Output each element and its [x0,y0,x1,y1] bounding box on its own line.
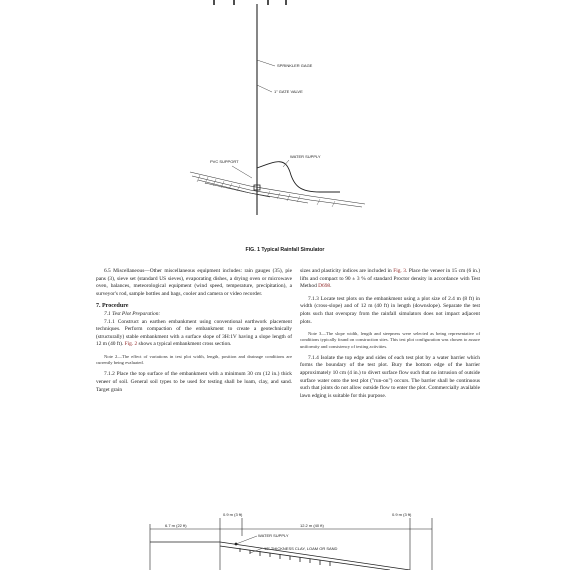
sprinkler-label: SPRINKLER GAGE [277,63,313,68]
miscellaneous-paragraph: 6.5 Miscellaneous—Other miscellaneous equipment includes: rain gauges (35), pie pans (3), sieve set (standard US sieves), evaporating dishes, a drying oven or microwave oven, balances, meteorological equipment (wind speed, temperature, precipitation), a surveyor's rod, sample bottles and bags, cooler and camera or video recorder. [96,268,292,297]
paragraph-7-1-1-text-a: 7.1.1 Construct an earthen embankment using conventional earthwork placement techniques. Perform compaction of the embankment to create a geotechnically (structurally) stable embankment with a surface slope of 3H:1V having a slope length of 12 m (40 ft). [96,318,292,348]
water-supply-hose [257,162,340,192]
fig3-link[interactable]: Fig. 3 [393,268,406,274]
pvc-support-label: PVC SUPPORT [210,159,239,164]
ground-surface [190,172,365,207]
note-2: Note 2—The effect of variations in test plot width, length, position and drainage conditions are currently being evaluated. [96,353,292,366]
paragraph-7-1-1 [96,319,292,349]
paragraph-grain-sizes [300,268,480,291]
paragraph-7-1-1-text-b: shows a typical embankment cross section. [137,341,232,348]
rainfall-simulator-figure [150,0,410,262]
dim-right-label: 0.9 m (3 ft) [392,512,412,517]
right-column [300,268,480,400]
paragraph-7-1-4: 7.1.4 Isolate the top edge and sides of each test plot by a water barrier which forms the boundary of the test plot. Bury the bottom edge of the barrier approximately 10 cm (4 in.) to divert surface flow such that no intrusion of outside surface water onto the test plot ("run-on") occurs. The barrier shall be continuous such that joints do not allow outside flow to enter the plot. Commercially available lawn edging is suitable for this purpose. [300,354,480,399]
thickness-label: 12" THICKNESS CLAY, LOAM OR SAND [264,546,338,551]
paragraph-7-1-3: 7.1.3 Locate test plots on the embankment using a plot size of 2.4 m (8 ft) in width (cross-slope) and of 12 m (40 ft) in length (downslope). Separate the test plots such that overspray from the rainfall simulators does not impact adjacent plots. [300,295,480,325]
note-3: Note 3—The slope width, length and steepness were selected as being representative of conditions typically found on construction sites. This test plot configuration was chosen to assure uniformity and consistency of testing activities. [300,331,480,349]
top-marks [214,0,286,5]
water-supply-label: WATER SUPPLY [290,154,321,159]
valve-label: 1" GATE VALVE [274,89,303,94]
grain-sizes-text-c: . [330,283,332,290]
left-column [96,268,292,394]
section-heading-procedure: 7. Procedure [96,303,129,310]
dim-mid-label: 12.2 m (40 ft) [300,523,324,528]
dim-left-label: 6.7 m (22 ft) [165,523,187,528]
dim-top-label: 0.9 m (3 ft) [223,512,243,517]
water-supply-label-fig2: WATER SUPPLY [258,533,289,538]
embankment-cross-section-figure [140,506,440,570]
subsection-test-plot: 7.1 Test Plot Preparation: [104,310,161,317]
fig2-link[interactable]: Fig. 2 [124,341,138,348]
grain-sizes-text-b: . Place the veneer in 15 cm (6 in.) lifts and compact to 90 ± 3 % of standard Proctor density in accordance with Test Method [300,268,480,290]
grain-sizes-text-a: sizes and plasticity indices are included in [300,268,394,274]
figure1-caption: FIG. 1 Typical Rainfall Simulator [245,247,325,253]
paragraph-7-1-2: 7.1.2 Place the top surface of the embankment with a minimum 30 cm (12 in.) thick veneer of soil. General soil types to be used for testing shall be loam, clay, and sand. Target grain [96,371,292,393]
d698-link[interactable]: D698 [318,283,331,290]
